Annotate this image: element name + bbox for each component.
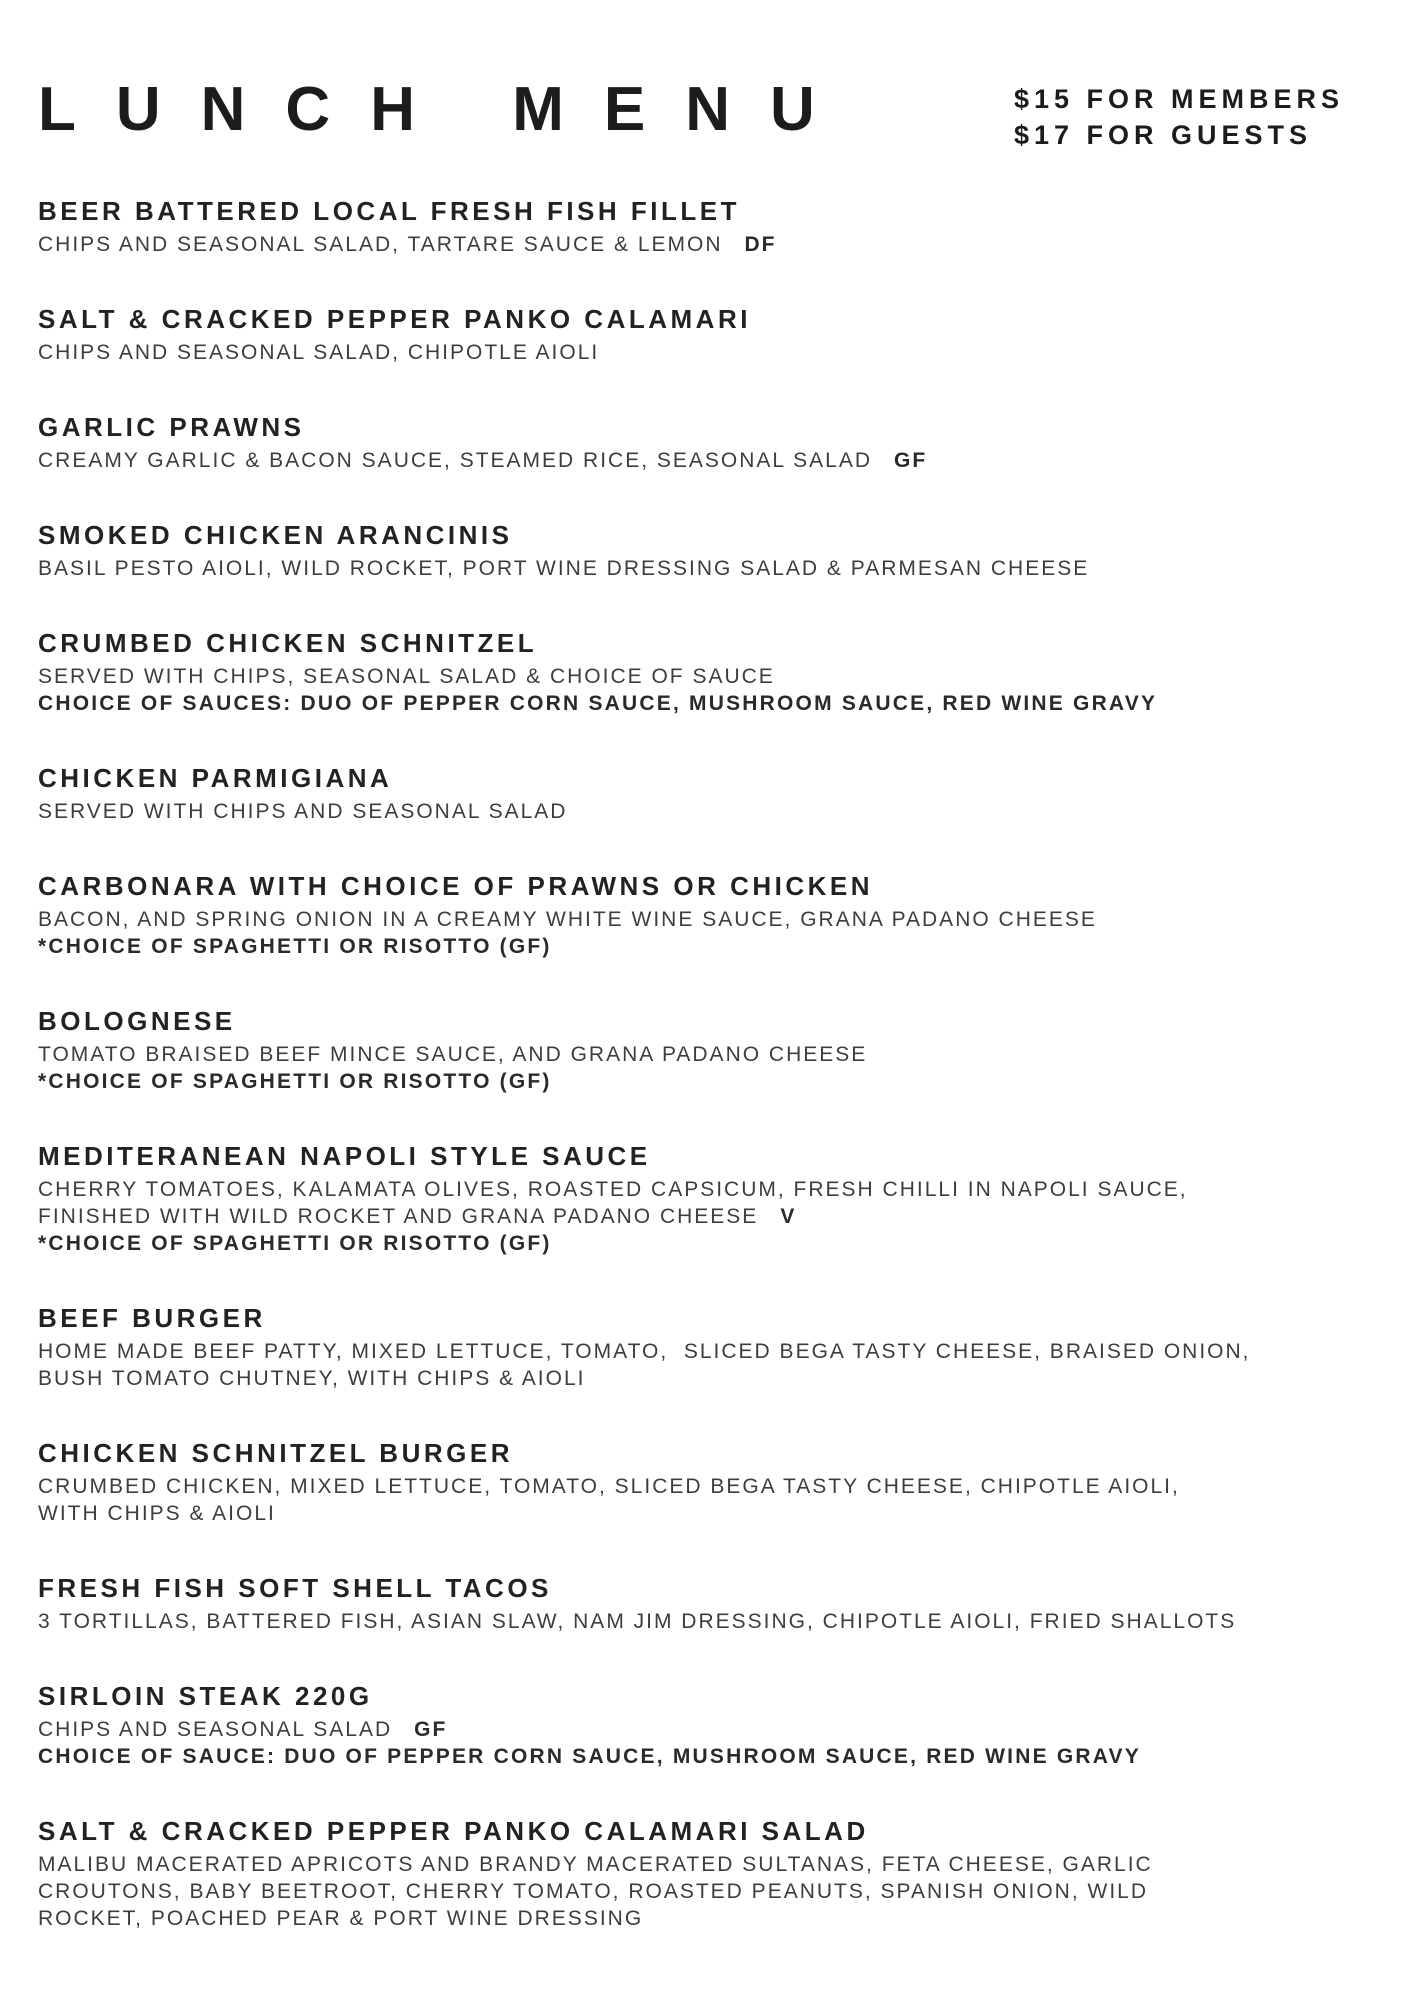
item-description-line: [38, 1851, 1378, 1878]
item-description-text: CHERRY TOMATOES, KALAMATA OLIVES, ROASTED CAPSICUM, FRESH CHILLI IN NAPOLI SAUCE,: [38, 1178, 1188, 1201]
item-description-text: FINISHED WITH WILD ROCKET AND GRANA PADANO CHEESE: [38, 1205, 759, 1228]
item-description-text: *CHOICE OF SPAGHETTI OR RISOTTO (GF): [38, 935, 552, 958]
item-description-text: MALIBU MACERATED APRICOTS AND BRANDY MACERATED SULTANAS, FETA CHEESE, GARLIC: [38, 1853, 1153, 1876]
item-description-line: [38, 1176, 1378, 1203]
item-description-line: [38, 1365, 1378, 1392]
item-description-line: [38, 1338, 1378, 1365]
item-description-text: SERVED WITH CHIPS AND SEASONAL SALAD: [38, 800, 568, 823]
item-name: MEDITERANEAN NAPOLI STYLE SAUCE: [38, 1141, 651, 1171]
item-name: SALT & CRACKED PEPPER PANKO CALAMARI: [38, 304, 751, 334]
item-description-line: [38, 906, 1378, 933]
item-description-line: [38, 1878, 1378, 1905]
item-description-text: BASIL PESTO AIOLI, WILD ROCKET, PORT WINE DRESSING SALAD & PARMESAN CHEESE: [38, 557, 1090, 580]
item-description-text: CHIPS AND SEASONAL SALAD: [38, 1718, 393, 1741]
item-description-line: [38, 1608, 1378, 1635]
item-description-line: [38, 339, 1378, 366]
item-name: SIRLOIN STEAK 220G: [38, 1681, 373, 1711]
item-sauce-choice-line: [38, 690, 1378, 717]
item-description-text: CHIPS AND SEASONAL SALAD, TARTARE SAUCE & LEMON: [38, 233, 723, 256]
menu-item-beer-battered-fish: [38, 196, 1378, 258]
menu-item-chicken-parmigiana: [38, 763, 1378, 825]
guest-price: $17 FOR GUESTS: [1014, 120, 1313, 150]
item-description-text: TOMATO BRAISED BEEF MINCE SAUCE, AND GRANA PADANO CHEESE: [38, 1043, 868, 1066]
item-description-line: [38, 231, 1378, 258]
menu-item-chicken-schnitzel: [38, 628, 1378, 717]
item-description-text: CROUTONS, BABY BEETROOT, CHERRY TOMATO, ROASTED PEANUTS, SPANISH ONION, WILD: [38, 1880, 1149, 1903]
item-name: BEEF BURGER: [38, 1303, 266, 1333]
page-title: LUNCH MENU: [38, 75, 855, 144]
item-name: CHICKEN SCHNITZEL BURGER: [38, 1438, 513, 1468]
item-description-text: CRUMBED CHICKEN, MIXED LETTUCE, TOMATO, SLICED BEGA TASTY CHEESE, CHIPOTLE AIOLI,: [38, 1475, 1180, 1498]
item-description-text: 3 TORTILLAS, BATTERED FISH, ASIAN SLAW, NAM JIM DRESSING, CHIPOTLE AIOLI, FRIED SHALLOTS: [38, 1610, 1237, 1633]
dietary-tag-gf: GF: [894, 449, 928, 472]
item-description-line: [38, 663, 1378, 690]
item-name: CARBONARA WITH CHOICE OF PRAWNS OR CHICKEN: [38, 871, 874, 901]
menu-item-beef-burger: [38, 1303, 1378, 1392]
item-description-line: [38, 1473, 1378, 1500]
item-description-line: [38, 447, 1378, 474]
item-sauce-choice-line: [38, 1743, 1378, 1770]
item-description-text: CREAMY GARLIC & BACON SAUCE, STEAMED RICE, SEASONAL SALAD: [38, 449, 873, 472]
menu-item-chicken-schnitzel-burger: [38, 1438, 1378, 1527]
item-description-text: SERVED WITH CHIPS, SEASONAL SALAD & CHOICE OF SAUCE: [38, 665, 775, 688]
menu-item-chicken-arancinis: [38, 520, 1378, 582]
item-name: CHICKEN PARMIGIANA: [38, 763, 393, 793]
item-pasta-choice-line: [38, 933, 1378, 960]
item-description-line: [38, 1905, 1378, 1932]
item-description-text: BUSH TOMATO CHUTNEY, WITH CHIPS & AIOLI: [38, 1367, 586, 1390]
menu-item-panko-calamari: [38, 304, 1378, 366]
menu-item-carbonara: [38, 871, 1378, 960]
item-name: FRESH FISH SOFT SHELL TACOS: [38, 1573, 552, 1603]
item-description-text: HOME MADE BEEF PATTY, MIXED LETTUCE, TOMATO, SLICED BEGA TASTY CHEESE, BRAISED ONION,: [38, 1340, 1251, 1363]
menu-list: [38, 196, 1378, 1978]
item-description-text: WITH CHIPS & AIOLI: [38, 1502, 276, 1525]
item-description-line: [38, 1500, 1378, 1527]
pricing-block: [1014, 81, 1344, 153]
item-description-line: [38, 1203, 1378, 1230]
item-description-line: [38, 1716, 1378, 1743]
item-description-text: BACON, AND SPRING ONION IN A CREAMY WHITE WINE SAUCE, GRANA PADANO CHEESE: [38, 908, 1097, 931]
menu-item-fish-tacos: [38, 1573, 1378, 1635]
menu-item-napoli-sauce: [38, 1141, 1378, 1257]
item-description-line: [38, 1041, 1378, 1068]
item-description-line: [38, 555, 1378, 582]
item-name: GARLIC PRAWNS: [38, 412, 305, 442]
item-name: BOLOGNESE: [38, 1006, 236, 1036]
dietary-tag-gf: GF: [414, 1718, 448, 1741]
item-description-text: ROCKET, POACHED PEAR & PORT WINE DRESSING: [38, 1907, 644, 1930]
menu-item-bolognese: [38, 1006, 1378, 1095]
item-description-line: [38, 798, 1378, 825]
menu-item-garlic-prawns: [38, 412, 1378, 474]
item-description-text: CHOICE OF SAUCES: DUO OF PEPPER CORN SAUCE, MUSHROOM SAUCE, RED WINE GRAVY: [38, 692, 1158, 715]
member-price: $15 FOR MEMBERS: [1014, 84, 1345, 114]
dietary-tag-df: DF: [744, 233, 777, 256]
item-pasta-choice-line: [38, 1230, 1378, 1257]
dietary-tag-v: V: [780, 1205, 797, 1228]
menu-item-sirloin-steak: [38, 1681, 1378, 1770]
item-description-text: CHIPS AND SEASONAL SALAD, CHIPOTLE AIOLI: [38, 341, 600, 364]
item-name: BEER BATTERED LOCAL FRESH FISH FILLET: [38, 196, 740, 226]
item-name: SALT & CRACKED PEPPER PANKO CALAMARI SALAD: [38, 1816, 869, 1846]
item-description-text: *CHOICE OF SPAGHETTI OR RISOTTO (GF): [38, 1070, 552, 1093]
item-description-text: *CHOICE OF SPAGHETTI OR RISOTTO (GF): [38, 1232, 552, 1255]
item-name: CRUMBED CHICKEN SCHNITZEL: [38, 628, 538, 658]
menu-item-calamari-salad: [38, 1816, 1378, 1932]
item-name: SMOKED CHICKEN ARANCINIS: [38, 520, 513, 550]
item-pasta-choice-line: [38, 1068, 1378, 1095]
item-description-text: CHOICE OF SAUCE: DUO OF PEPPER CORN SAUCE, MUSHROOM SAUCE, RED WINE GRAVY: [38, 1745, 1141, 1768]
